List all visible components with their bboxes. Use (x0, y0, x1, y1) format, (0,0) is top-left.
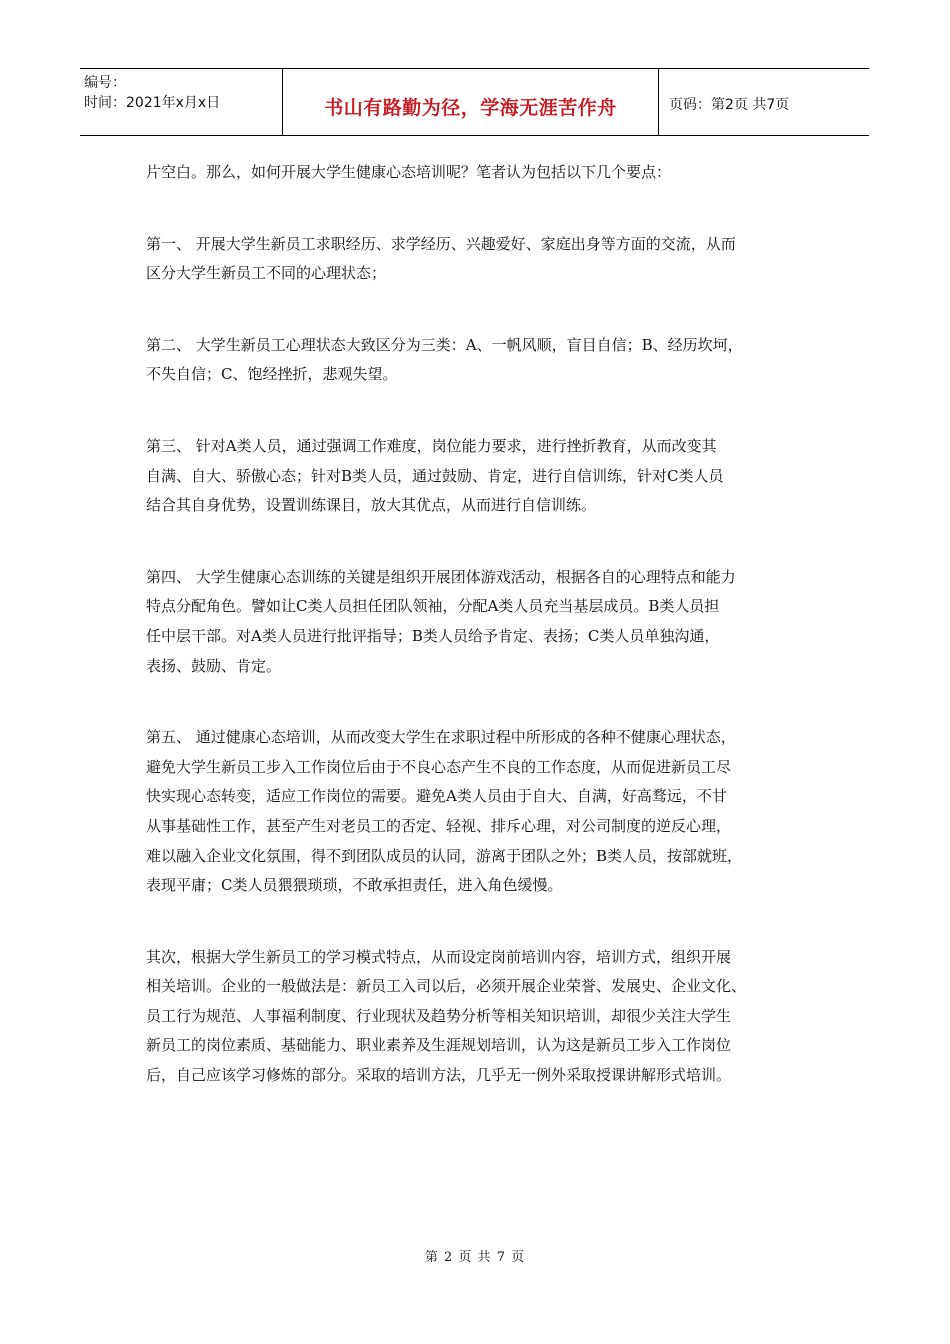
text-line: 其次，根据大学生新员工的学习模式特点，从而设定岗前培训内容，培训方式，组织开展 (146, 947, 732, 966)
text-line: 难以融入企业文化氛围，得不到团队成员的认同，游离于团队之外；B类人员，按部就班， (146, 846, 743, 865)
text-line: 相关培训。企业的一般做法是：新员工入司以后，必须开展企业荣誉、发展史、企业文化、 (146, 977, 747, 996)
text-line: 区分大学生新员工不同的心理状态； (146, 264, 387, 283)
paragraph (146, 158, 812, 188)
text-line: 不失自信；C、饱经挫折，悲观失望。 (146, 365, 398, 384)
header-page-number: 页码：第2页 共7页 (669, 97, 790, 113)
header-page-cell (659, 69, 869, 135)
paragraph (146, 331, 812, 390)
text-line: 第二、 大学生新员工心理状态大致区分为三类：A、一帆风顺，盲目自信；B、经历坎坷， (146, 335, 743, 354)
document-time-label: 时间：2021年x月x日 (84, 95, 221, 111)
text-line: 员工行为规范、人事福利制度、行业现状及趋势分析等相关知识培训，却很少关注大学生 (146, 1006, 732, 1025)
paragraph (146, 943, 812, 1091)
paragraph (146, 432, 812, 521)
text-line: 从事基础性工作，甚至产生对老员工的否定、轻视、排斥心理，对公司制度的逆反心理， (146, 816, 732, 835)
document-number-label: 编号： (84, 75, 126, 91)
page-header (80, 68, 869, 136)
text-line: 第四、 大学生健康心态训练的关键是组织开展团体游戏活动，根据各自的心理特点和能力 (146, 567, 736, 586)
text-line: 后，自己应该学习修炼的部分。采取的培训方法，几乎无一例外采取授课讲解形式培训。 (146, 1066, 732, 1085)
paragraph (146, 723, 812, 901)
text-line: 片空白。那么，如何开展大学生健康心态培训呢？笔者认为包括以下几个要点： (146, 163, 672, 181)
text-line: 新员工的岗位素质、基础能力、职业素养及生涯规划培训，认为这是新员工步入工作岗位 (146, 1036, 732, 1055)
document-body (146, 158, 812, 1133)
text-line: 第三、 针对A类人员，通过强调工作难度，岗位能力要求，进行挫折教育，从而改变其 (146, 436, 717, 455)
header-meta (80, 69, 283, 135)
text-line: 快实现心态转变，适应工作岗位的需要。避免A类人员由于自大、自满，好高骛远，不甘 (146, 787, 727, 806)
paragraph (146, 230, 812, 289)
text-line: 自满、自大、骄傲心态；针对B类人员，通过鼓励、肯定，进行自信训练，针对C类人员 (146, 466, 724, 485)
header-motto-cell (283, 69, 659, 135)
text-line: 结合其自身优势，设置训练课目，放大其优点，从而进行自信训练。 (146, 496, 597, 515)
text-line: 第一、 开展大学生新员工求职经历、求学经历、兴趣爱好、家庭出身等方面的交流，从而 (146, 234, 736, 253)
text-line: 避免大学生新员工步入工作岗位后由于不良心态产生不良的工作态度，从而促进新员工尽 (146, 757, 732, 776)
text-line: 第五、 通过健康心态培训，从而改变大学生在求职过程中所形成的各种不健康心理状态， (146, 728, 736, 747)
page-footer (0, 1246, 950, 1265)
footer-page-number: 第 2 页 共 7 页 (424, 1250, 526, 1265)
text-line: 表扬、鼓励、肯定。 (146, 656, 282, 675)
paragraph (146, 563, 812, 681)
text-line: 任中层干部。对A类人员进行批评指导；B类人员给予肯定、表扬；C类人员单独沟通， (146, 626, 720, 645)
header-motto: 书山有路勤为径，学海无涯苦作舟 (324, 96, 617, 119)
text-line: 特点分配角色。譬如让C类人员担任团队领袖，分配A类人员充当基层成员。B类人员担 (146, 597, 720, 616)
text-line: 表现平庸；C类人员猥猥琐琐，不敢承担责任，进入角色缓慢。 (146, 876, 563, 895)
